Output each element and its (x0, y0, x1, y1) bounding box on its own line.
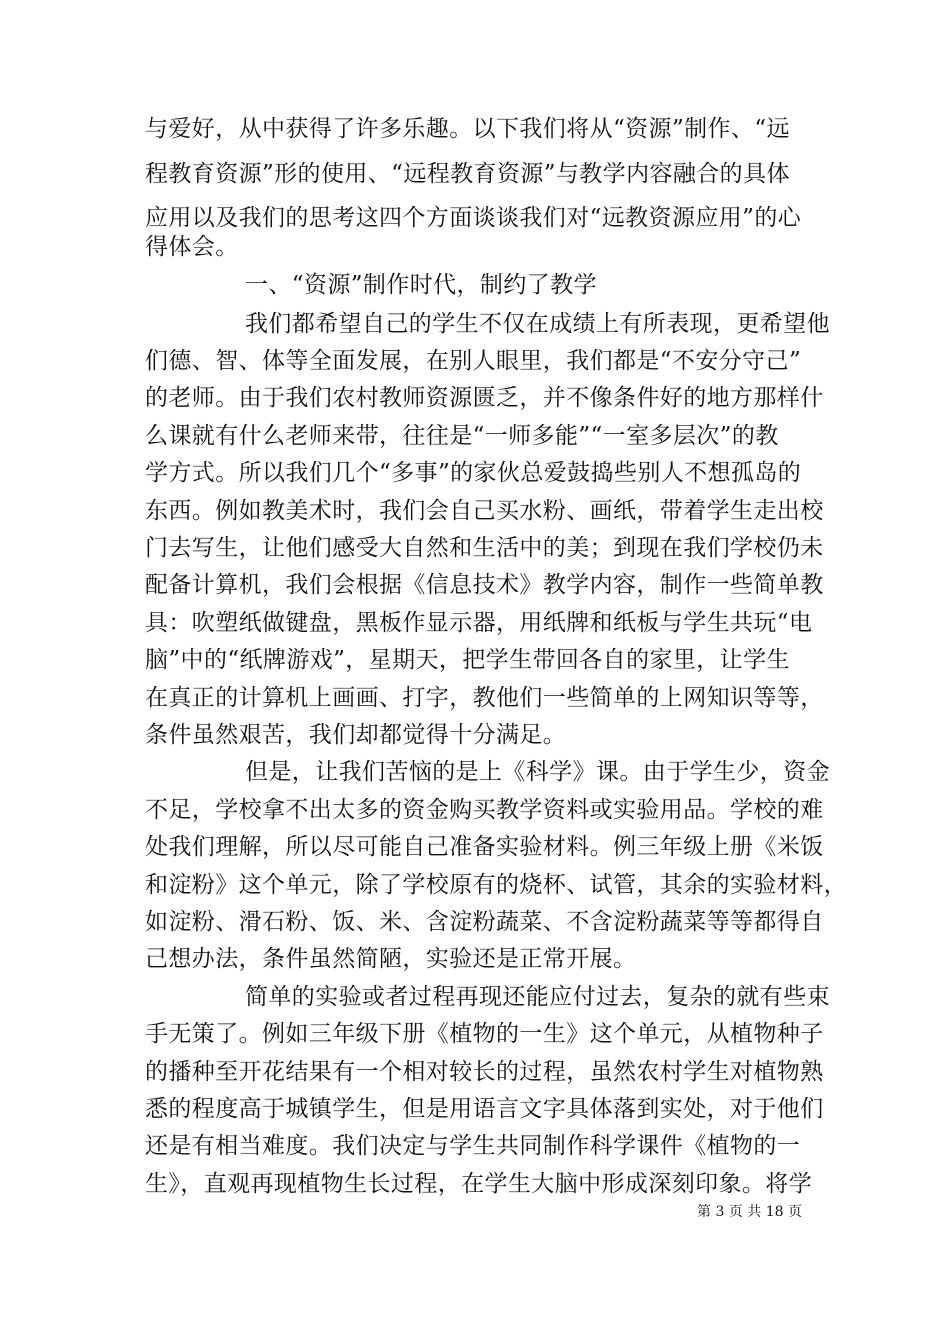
text-line: 应用以及我们的思考这四个方面谈谈我们对“远教资源应用”的心 (145, 205, 802, 231)
text-line: 们德、智、体等全面发展，在别人眼里，我们都是“不安分守己” (145, 348, 802, 374)
text-line: 的播种至开花结果有一个相对较长的过程，虽然农村学生对植物熟 (145, 1059, 824, 1085)
text-line: 在真正的计算机上画画、打字，教他们一些简单的上网知识等等， (145, 685, 824, 711)
text-line: 么课就有什么老师来带，往往是“一师多能”“一室多层次”的教 (145, 423, 779, 449)
text-line: 条件虽然艰苦，我们却都觉得十分满足。 (145, 722, 567, 748)
text-line: 具：吹塑纸做键盘，黑板作显示器，用纸牌和纸板与学生共玩“电 (145, 610, 813, 636)
text-line: 处我们理解，所以尽可能自己准备实验材料。例三年级上册《米饭 (145, 834, 824, 860)
text-line: 己想办法，条件虽然简陋，实验还是正常开展。 (145, 946, 637, 972)
text-line: 配备计算机，我们会根据《信息技术》教学内容，制作一些简单教 (145, 572, 824, 598)
text-line: 东西。例如教美术时，我们会自己买水粉、画纸，带着学生走出校 (145, 498, 824, 524)
text-line: 程教育资源”形的使用、“远程教育资源”与教学内容融合的具体 (145, 161, 790, 187)
text-line: 悉的程度高于城镇学生，但是用语言文字具体落到实处，对于他们 (145, 1096, 824, 1122)
text-line: 如淀粉、滑石粉、饭、米、含淀粉蔬菜、不含淀粉蔬菜等等都得自 (145, 909, 824, 935)
text-line: 和淀粉》这个单元，除了学校原有的烧杯、试管，其余的实验材料， (145, 872, 847, 898)
page-number: 第 3 页 共 18 页 (697, 1204, 802, 1220)
text-line: 不足，学校拿不出太多的资金购买教学资料或实验用品。学校的难 (145, 797, 824, 823)
text-line: 得体会。 (145, 234, 239, 260)
text-line: 门去写生，让他们感受大自然和生活中的美；到现在我们学校仍未 (145, 535, 824, 561)
text-line: 手无策了。例如三年级下册《植物的一生》这个单元，从植物种子 (145, 1021, 824, 1047)
text-line: 学方式。所以我们几个“多事”的家伙总爱鼓捣些别人不想孤岛的 (145, 460, 802, 486)
text-line: 我们都希望自己的学生不仅在成绩上有所表现，更希望他 (245, 311, 830, 337)
text-line: 但是，让我们苦恼的是上《科学》课。由于学生少，资金 (245, 759, 830, 785)
text-line: 还是有相当难度。我们决定与学生共同制作科学课件《植物的一 (145, 1133, 801, 1159)
text-line: 与爱好，从中获得了许多乐趣。以下我们将从“资源”制作、“远 (145, 116, 790, 142)
text-line: 的老师。由于我们农村教师资源匮乏，并不像条件好的地方那样什 (145, 385, 824, 411)
text-line: 生》，直观再现植物生长过程，在学生大脑中形成深刻印象。将学 (145, 1171, 813, 1197)
section-heading: 一、“资源”制作时代，制约了教学 (245, 272, 597, 298)
text-line: 脑”中的“纸牌游戏”，星期天，把学生带回各自的家里，让学生 (145, 647, 790, 673)
text-line: 简单的实验或者过程再现还能应付过去，复杂的就有些束 (245, 984, 830, 1010)
